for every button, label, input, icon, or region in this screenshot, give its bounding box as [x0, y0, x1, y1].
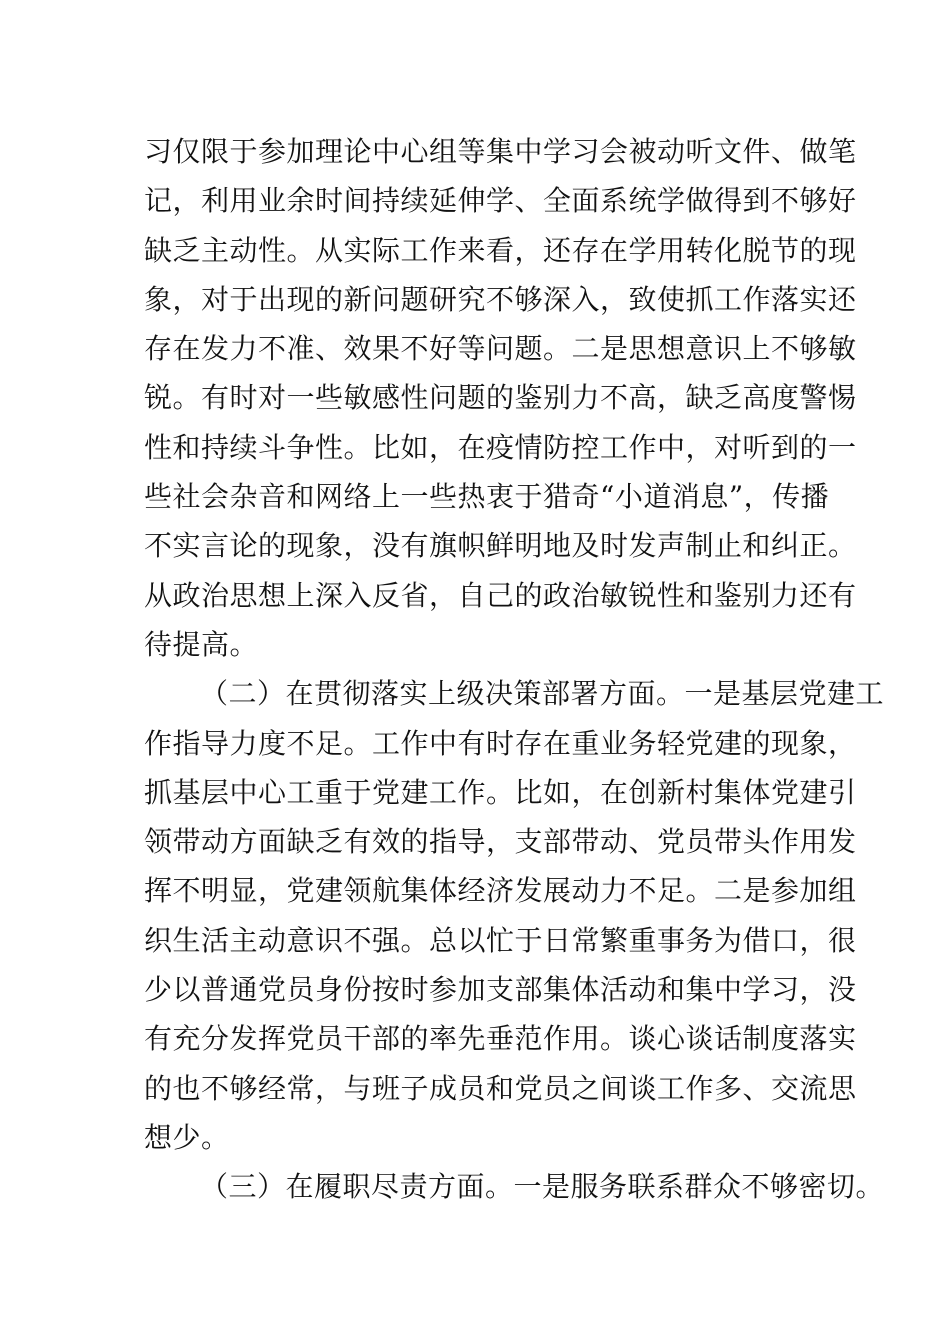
paragraph-1 [144, 127, 857, 669]
text-line: 抓基层中心工重于党建工作。比如，在创新村集体党建引 [144, 775, 857, 809]
text-line: （二）在贯彻落实上级决策部署方面。一是基层党建工 [200, 677, 885, 711]
text-line: 挥不明显，党建领航集体经济发展动力不足。二是参加组 [144, 874, 857, 908]
text-line: 少以普通党员身份按时参加支部集体活动和集中学习，没 [144, 973, 857, 1007]
text-line: 记，利用业余时间持续延伸学、全面系统学做得到不够好 [144, 184, 857, 218]
text-line: 习仅限于参加理论中心组等集中学习会被动听文件、做笔 [144, 135, 857, 168]
text-line: 待提高。 [144, 627, 259, 661]
text-line: 领带动方面缺乏有效的指导，支部带动、党员带头作用发 [144, 825, 857, 859]
paragraph-3 [144, 1162, 885, 1211]
text-line: 从政治思想上深入反省，自己的政治敏锐性和鉴别力还有 [144, 578, 857, 612]
text-line: 不实言论的现象，没有旗帜鲜明地及时发声制止和纠正。 [144, 529, 857, 563]
text-line: 象，对于出现的新问题研究不够深入，致使抓工作落实还 [144, 282, 857, 316]
text-line: 想少。 [144, 1120, 230, 1154]
document-body [144, 127, 885, 1212]
text-line: 缺乏主动性。从实际工作来看，还存在学用转化脱节的现 [144, 233, 857, 267]
text-line: 锐。有时对一些敏感性问题的鉴别力不高，缺乏高度警惕 [144, 381, 857, 415]
text-line: 些社会杂音和网络上一些热衷于猎奇“小道消息”，传播 [144, 480, 830, 514]
text-line: （三）在履职尽责方面。一是服务联系群众不够密切。 [200, 1170, 885, 1204]
text-line: 性和持续斗争性。比如，在疫情防控工作中，对听到的一 [144, 430, 857, 464]
text-line: 有充分发挥党员干部的率先垂范作用。谈心谈话制度落实 [144, 1022, 857, 1056]
text-line: 作指导力度不足。工作中有时存在重业务轻党建的现象， [144, 726, 857, 760]
text-line: 的也不够经常，与班子成员和党员之间谈工作多、交流思 [144, 1071, 857, 1105]
text-line: 存在发力不准、效果不好等问题。二是思想意识上不够敏 [144, 332, 857, 366]
text-line: 织生活主动意识不强。总以忙于日常繁重事务为借口，很 [144, 923, 857, 957]
paragraph-2 [144, 669, 885, 1162]
